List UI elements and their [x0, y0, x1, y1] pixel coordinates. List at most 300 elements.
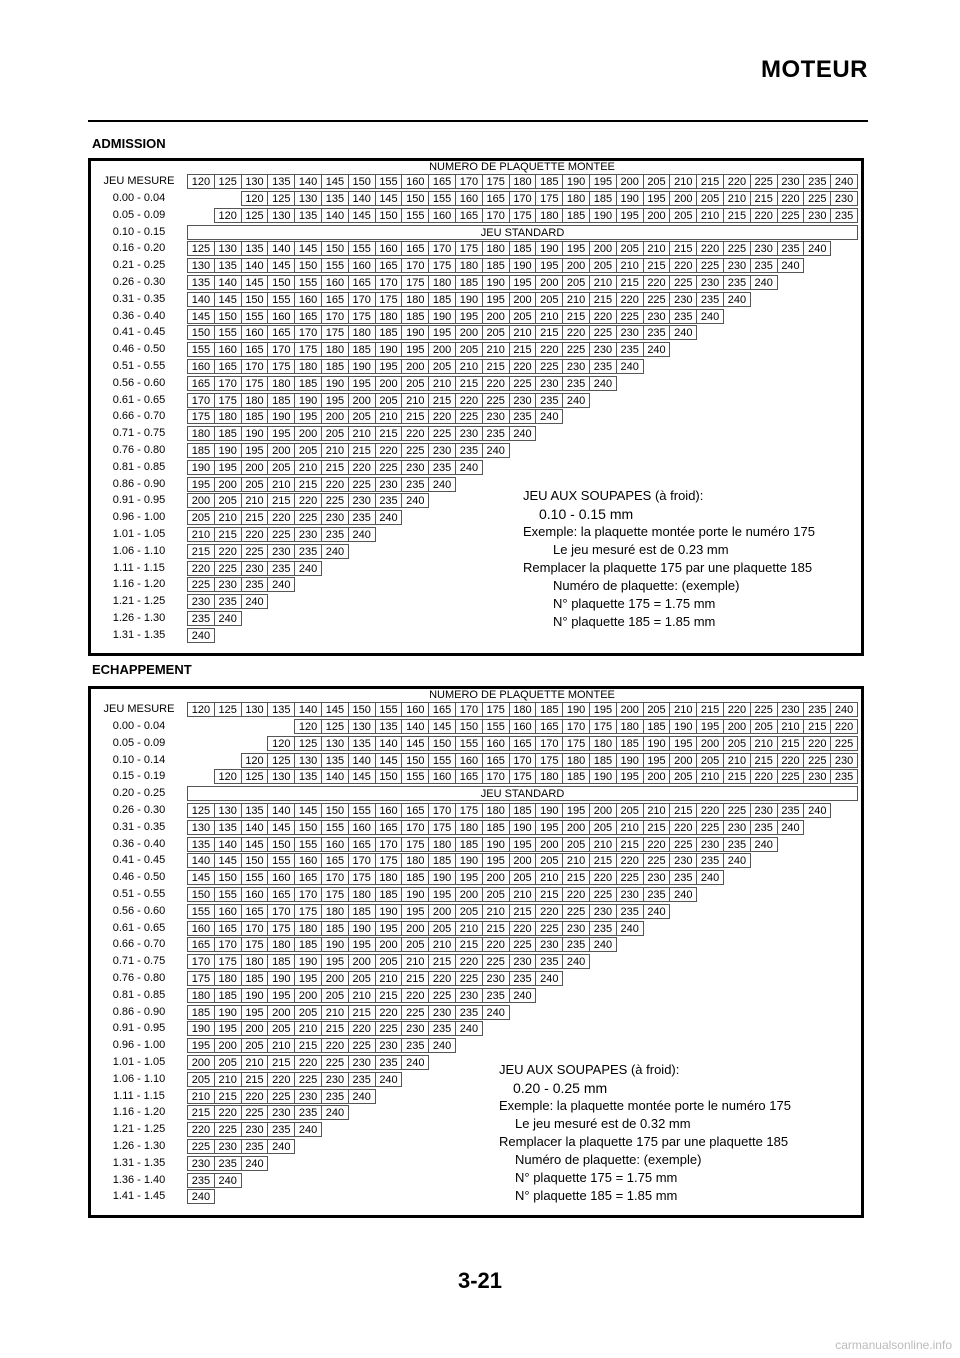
shim-value-cell: 220	[643, 837, 671, 852]
column-header: 145	[321, 702, 349, 717]
shim-value-cell: 225	[187, 1139, 215, 1154]
column-header: 190	[562, 702, 590, 717]
shim-value-cell: 180	[428, 275, 456, 290]
shim-value-cell: 235	[241, 577, 269, 592]
shim-value-cell: 215	[562, 309, 590, 324]
shim-value-cell: 195	[214, 1021, 242, 1036]
shim-value-cell: 235	[428, 460, 456, 475]
shim-value-cell: 240	[267, 1139, 295, 1154]
shim-value-cell: 200	[696, 736, 724, 751]
shim-value-cell: 185	[348, 904, 376, 919]
shim-value-cell: 210	[401, 954, 429, 969]
shim-value-cell: 180	[401, 292, 429, 307]
row-label: 0.86 - 0.90	[112, 477, 166, 490]
column-header: 160	[401, 174, 429, 189]
shim-value-cell: 240	[241, 594, 269, 609]
shim-value-cell: 215	[214, 1089, 242, 1104]
shim-value-cell: 175	[535, 753, 563, 768]
shim-value-cell: 215	[669, 803, 697, 818]
shim-value-cell: 165	[482, 191, 510, 206]
shim-value-cell: 210	[562, 853, 590, 868]
shim-value-cell: 135	[321, 753, 349, 768]
shim-value-cell: 200	[723, 719, 751, 734]
shim-value-cell: 225	[428, 988, 456, 1003]
shim-value-cell: 155	[455, 736, 483, 751]
shim-value-cell: 150	[241, 853, 269, 868]
column-header: 135	[267, 702, 295, 717]
shim-value-cell: 225	[267, 1089, 295, 1104]
shim-value-cell: 165	[187, 376, 215, 391]
shim-value-cell: 185	[562, 769, 590, 784]
shim-value-cell: 230	[455, 988, 483, 1003]
shim-value-cell: 215	[187, 544, 215, 559]
shim-value-cell: 240	[348, 1089, 376, 1104]
shim-value-cell: 195	[428, 887, 456, 902]
shim-value-cell: 195	[696, 719, 724, 734]
shim-value-cell: 185	[455, 837, 483, 852]
shim-value-cell: 150	[455, 719, 483, 734]
shim-value-cell: 175	[375, 853, 403, 868]
row-label: 0.21 - 0.25	[112, 259, 166, 272]
shim-value-cell: 210	[241, 1055, 269, 1070]
row-label: 0.10 - 0.15	[112, 225, 166, 238]
shim-value-cell: 185	[294, 937, 322, 952]
shim-value-cell: 205	[214, 493, 242, 508]
shim-value-cell: 180	[375, 309, 403, 324]
shim-value-cell: 235	[375, 493, 403, 508]
shim-value-cell: 200	[214, 477, 242, 492]
shim-value-cell: 170	[428, 241, 456, 256]
shim-value-cell: 150	[214, 309, 242, 324]
shim-value-cell: 185	[509, 803, 537, 818]
shim-value-cell: 120	[267, 736, 295, 751]
shim-value-cell: 210	[214, 510, 242, 525]
row-label: 0.00 - 0.04	[112, 192, 166, 204]
shim-value-cell: 165	[455, 208, 483, 223]
shim-value-cell: 230	[562, 921, 590, 936]
column-header: 210	[669, 174, 697, 189]
shim-value-cell: 135	[321, 191, 349, 206]
shim-value-cell: 230	[455, 426, 483, 441]
shim-value-cell: 200	[562, 258, 590, 273]
shim-value-cell: 145	[375, 191, 403, 206]
shim-value-cell: 230	[267, 544, 295, 559]
shim-value-cell: 225	[267, 527, 295, 542]
standard-clearance-cell: JEU STANDARD	[187, 225, 858, 240]
shim-value-cell: 215	[589, 853, 617, 868]
shim-value-cell: 210	[589, 275, 617, 290]
shim-value-cell: 145	[401, 736, 429, 751]
row-label: 0.96 - 1.00	[112, 1039, 166, 1052]
shim-value-cell: 160	[267, 870, 295, 885]
column-header: 125	[214, 174, 242, 189]
shim-value-cell: 180	[401, 853, 429, 868]
shim-value-cell: 175	[428, 820, 456, 835]
shim-value-cell: 195	[401, 342, 429, 357]
shim-value-cell: 160	[455, 753, 483, 768]
row-label: 0.81 - 0.85	[112, 460, 166, 473]
shim-value-cell: 205	[455, 342, 483, 357]
shim-value-cell: 220	[482, 376, 510, 391]
shim-value-cell: 190	[455, 853, 483, 868]
shim-value-cell: 145	[267, 820, 295, 835]
shim-value-cell: 190	[321, 937, 349, 952]
shim-value-cell: 240	[214, 1173, 242, 1188]
shim-value-cell: 145	[187, 870, 215, 885]
shim-value-cell: 185	[375, 325, 403, 340]
shim-value-cell: 225	[803, 191, 831, 206]
shim-value-cell: 165	[509, 736, 537, 751]
shim-value-cell: 235	[777, 803, 805, 818]
shim-value-cell: 190	[348, 921, 376, 936]
shim-value-cell: 235	[696, 292, 724, 307]
shim-value-cell: 155	[241, 309, 269, 324]
shim-value-cell: 200	[375, 376, 403, 391]
shim-value-cell: 220	[535, 342, 563, 357]
shim-value-cell: 240	[723, 292, 751, 307]
column-header: 165	[428, 174, 456, 189]
shim-value-cell: 240	[375, 1072, 403, 1087]
row-label: 0.31 - 0.35	[112, 820, 166, 833]
shim-value-cell: 140	[187, 853, 215, 868]
shim-value-cell: 190	[455, 292, 483, 307]
shim-value-cell: 225	[696, 258, 724, 273]
column-header: 180	[509, 174, 537, 189]
shim-value-cell: 140	[375, 736, 403, 751]
shim-value-cell: 160	[294, 853, 322, 868]
shim-value-cell: 175	[187, 971, 215, 986]
shim-value-cell: 170	[187, 393, 215, 408]
shim-value-cell: 230	[830, 753, 858, 768]
shim-value-cell: 185	[214, 426, 242, 441]
shim-value-cell: 200	[187, 493, 215, 508]
shim-value-cell: 240	[375, 510, 403, 525]
column-header: 215	[696, 174, 724, 189]
shim-value-cell: 215	[294, 477, 322, 492]
column-header: 185	[535, 174, 563, 189]
shim-value-cell: 130	[348, 719, 376, 734]
shim-value-cell: 225	[830, 736, 858, 751]
shim-value-cell: 235	[696, 853, 724, 868]
shim-value-cell: 225	[643, 292, 671, 307]
shim-value-cell: 120	[241, 753, 269, 768]
shim-value-cell: 140	[267, 241, 295, 256]
shim-value-cell: 160	[321, 275, 349, 290]
row-label: 0.71 - 0.75	[112, 955, 166, 968]
shim-value-cell: 240	[187, 628, 215, 643]
shim-value-cell: 230	[401, 460, 429, 475]
shim-value-cell: 140	[241, 820, 269, 835]
shim-value-cell: 235	[455, 1005, 483, 1020]
shim-value-cell: 195	[267, 426, 295, 441]
shim-value-cell: 205	[187, 510, 215, 525]
shim-value-cell: 190	[321, 376, 349, 391]
shim-value-cell: 205	[348, 971, 376, 986]
shim-value-cell: 165	[401, 803, 429, 818]
row-label: 0.76 - 0.80	[112, 444, 166, 456]
shim-value-cell: 220	[616, 292, 644, 307]
shim-value-cell: 230	[589, 342, 617, 357]
shim-value-cell: 200	[267, 1005, 295, 1020]
shim-value-cell: 135	[294, 208, 322, 223]
shim-value-cell: 180	[267, 376, 295, 391]
shim-value-cell: 235	[214, 594, 242, 609]
shim-value-cell: 170	[482, 769, 510, 784]
shim-value-cell: 160	[241, 325, 269, 340]
shim-value-cell: 205	[267, 460, 295, 475]
column-header: 175	[482, 174, 510, 189]
shim-value-cell: 165	[401, 241, 429, 256]
shim-value-cell: 185	[401, 309, 429, 324]
legend-replace: Remplacer la plaquette 175 par une plaquette 185	[499, 1134, 789, 1149]
shim-value-cell: 235	[562, 376, 590, 391]
shim-value-cell: 225	[509, 376, 537, 391]
shim-value-cell: 185	[375, 887, 403, 902]
shim-value-cell: 160	[214, 342, 242, 357]
shim-value-cell: 230	[214, 577, 242, 592]
row-label: 0.46 - 0.50	[112, 871, 166, 884]
shim-value-cell: 240	[750, 837, 778, 852]
shim-value-cell: 200	[509, 292, 537, 307]
shim-value-cell: 160	[241, 887, 269, 902]
shim-value-cell: 235	[214, 1156, 242, 1171]
shim-value-cell: 195	[535, 820, 563, 835]
shim-value-cell: 170	[267, 342, 295, 357]
shim-value-cell: 220	[348, 1021, 376, 1036]
shim-value-cell: 190	[669, 719, 697, 734]
shim-value-cell: 235	[509, 971, 537, 986]
shim-value-cell: 175	[321, 887, 349, 902]
shim-value-cell: 235	[830, 208, 858, 223]
shim-value-cell: 220	[509, 921, 537, 936]
shim-value-cell: 190	[401, 325, 429, 340]
shim-value-cell: 175	[509, 208, 537, 223]
shim-value-cell: 225	[562, 342, 590, 357]
shim-value-cell: 215	[375, 426, 403, 441]
row-label: 0.51 - 0.55	[112, 888, 166, 900]
shim-value-cell: 200	[428, 904, 456, 919]
shim-value-cell: 235	[428, 1021, 456, 1036]
shim-value-cell: 185	[589, 753, 617, 768]
shim-value-cell: 175	[348, 870, 376, 885]
column-header: 155	[375, 174, 403, 189]
shim-value-cell: 170	[401, 820, 429, 835]
column-header: 180	[509, 702, 537, 717]
row-label: 1.11 - 1.15	[113, 1089, 165, 1102]
column-header: 170	[455, 174, 483, 189]
shim-value-cell: 180	[455, 258, 483, 273]
shim-value-cell: 200	[214, 1038, 242, 1053]
row-label: 0.36 - 0.40	[112, 837, 166, 850]
shim-value-cell: 185	[643, 719, 671, 734]
shim-value-cell: 165	[482, 753, 510, 768]
shim-value-cell: 160	[428, 769, 456, 784]
shim-value-cell: 150	[187, 325, 215, 340]
column-header: 195	[589, 702, 617, 717]
shim-value-cell: 145	[241, 837, 269, 852]
shim-value-cell: 215	[509, 904, 537, 919]
shim-value-cell: 195	[509, 275, 537, 290]
shim-value-cell: 235	[643, 887, 671, 902]
shim-value-cell: 240	[187, 1189, 215, 1204]
shim-value-cell: 225	[669, 837, 697, 852]
shim-value-cell: 235	[375, 1055, 403, 1070]
shim-value-cell: 210	[482, 342, 510, 357]
row-label: 0.26 - 0.30	[112, 804, 166, 816]
shim-value-cell: 210	[696, 769, 724, 784]
legend-shim-185: N° plaquette 185 = 1.85 mm	[515, 1188, 678, 1203]
shim-value-cell: 175	[348, 309, 376, 324]
shim-value-cell: 170	[535, 736, 563, 751]
admission-legend	[523, 487, 815, 631]
shim-value-cell: 185	[321, 921, 349, 936]
row-label: 0.41 - 0.45	[112, 326, 166, 339]
shim-value-cell: 200	[321, 971, 349, 986]
shim-value-cell: 175	[375, 292, 403, 307]
shim-value-cell: 240	[401, 1055, 429, 1070]
shim-value-cell: 130	[187, 258, 215, 273]
shim-value-cell: 200	[535, 275, 563, 290]
shim-value-cell: 195	[401, 904, 429, 919]
column-header: 130	[241, 174, 269, 189]
shim-value-cell: 205	[214, 1055, 242, 1070]
shim-value-cell: 150	[375, 769, 403, 784]
shim-value-cell: 195	[321, 393, 349, 408]
shim-value-cell: 215	[401, 409, 429, 424]
legend-standard-value: 0.20 - 0.25 mm	[513, 1080, 608, 1096]
shim-value-cell: 190	[348, 359, 376, 374]
shim-value-cell: 205	[750, 719, 778, 734]
row-label: 1.06 - 1.10	[112, 1072, 166, 1085]
column-header: 130	[241, 702, 269, 717]
shim-value-cell: 205	[696, 191, 724, 206]
shim-value-cell: 230	[616, 325, 644, 340]
shim-value-cell: 220	[455, 954, 483, 969]
row-label: 1.31 - 1.35	[112, 628, 166, 641]
shim-value-cell: 215	[375, 988, 403, 1003]
shim-value-cell: 210	[643, 241, 671, 256]
column-header: 235	[803, 702, 831, 717]
shim-value-cell: 215	[535, 887, 563, 902]
shim-value-cell: 135	[214, 820, 242, 835]
shim-value-cell: 205	[187, 1072, 215, 1087]
shim-value-cell: 180	[428, 837, 456, 852]
shim-value-cell: 220	[321, 1038, 349, 1053]
shim-value-cell: 130	[294, 191, 322, 206]
shim-value-cell: 230	[348, 493, 376, 508]
shim-value-cell: 175	[241, 376, 269, 391]
shim-value-cell: 215	[428, 954, 456, 969]
shim-value-cell: 235	[294, 1105, 322, 1120]
shim-value-cell: 215	[482, 921, 510, 936]
shim-value-cell: 235	[589, 359, 617, 374]
shim-value-cell: 185	[241, 971, 269, 986]
shim-value-cell: 135	[187, 837, 215, 852]
shim-value-cell: 205	[616, 241, 644, 256]
shim-value-cell: 165	[294, 870, 322, 885]
shim-value-cell: 160	[187, 359, 215, 374]
shim-value-cell: 175	[589, 719, 617, 734]
shim-value-cell: 220	[616, 853, 644, 868]
shim-value-cell: 225	[214, 1122, 242, 1137]
legend-title: JEU AUX SOUPAPES (à froid):	[499, 1062, 680, 1077]
header-caption: NUMERO DE PLAQUETTE MONTEE	[429, 689, 615, 701]
column-header: 175	[482, 702, 510, 717]
shim-value-cell: 160	[348, 820, 376, 835]
shim-value-cell: 240	[777, 820, 805, 835]
shim-value-cell: 235	[777, 241, 805, 256]
shim-value-cell: 215	[482, 359, 510, 374]
shim-value-cell: 205	[616, 803, 644, 818]
shim-value-cell: 160	[267, 309, 295, 324]
shim-value-cell: 195	[562, 241, 590, 256]
shim-value-cell: 180	[267, 937, 295, 952]
shim-value-cell: 200	[267, 443, 295, 458]
shim-value-cell: 195	[348, 376, 376, 391]
shim-value-cell: 155	[267, 853, 295, 868]
shim-value-cell: 215	[616, 837, 644, 852]
row-label: 0.20 - 0.25	[112, 787, 166, 800]
section-title-echappement: ECHAPPEMENT	[92, 662, 192, 677]
shim-value-cell: 125	[267, 191, 295, 206]
shim-value-cell: 195	[535, 258, 563, 273]
shim-value-cell: 235	[187, 611, 215, 626]
shim-value-cell: 240	[428, 1038, 456, 1053]
row-label: 0.61 - 0.65	[112, 393, 166, 406]
shim-value-cell: 230	[562, 359, 590, 374]
row-label: 0.66 - 0.70	[112, 938, 166, 951]
shim-value-cell: 215	[348, 1005, 376, 1020]
shim-value-cell: 210	[723, 191, 751, 206]
shim-value-cell: 145	[187, 309, 215, 324]
shim-value-cell: 210	[348, 988, 376, 1003]
shim-value-cell: 195	[455, 870, 483, 885]
shim-value-cell: 185	[187, 443, 215, 458]
shim-value-cell: 200	[294, 426, 322, 441]
shim-value-cell: 230	[267, 1105, 295, 1120]
shim-value-cell: 175	[241, 937, 269, 952]
shim-value-cell: 235	[482, 426, 510, 441]
row-label: 1.36 - 1.40	[112, 1173, 166, 1186]
shim-value-cell: 200	[455, 325, 483, 340]
shim-value-cell: 240	[589, 376, 617, 391]
shim-value-cell: 130	[267, 208, 295, 223]
row-label: 1.41 - 1.45	[112, 1190, 166, 1203]
shim-value-cell: 190	[535, 241, 563, 256]
column-header: 230	[777, 174, 805, 189]
shim-value-cell: 180	[321, 342, 349, 357]
shim-value-cell: 195	[455, 309, 483, 324]
shim-value-cell: 175	[455, 241, 483, 256]
shim-value-cell: 185	[294, 376, 322, 391]
shim-value-cell: 225	[669, 275, 697, 290]
shim-value-cell: 210	[509, 325, 537, 340]
shim-value-cell: 205	[428, 359, 456, 374]
shim-value-cell: 145	[267, 258, 295, 273]
shim-value-cell: 165	[455, 769, 483, 784]
shim-value-cell: 170	[401, 258, 429, 273]
shim-value-cell: 155	[267, 292, 295, 307]
shim-value-cell: 220	[803, 736, 831, 751]
shim-value-cell: 150	[321, 241, 349, 256]
shim-value-cell: 205	[562, 275, 590, 290]
shim-value-cell: 220	[830, 719, 858, 734]
shim-value-cell: 230	[187, 594, 215, 609]
shim-value-cell: 170	[375, 275, 403, 290]
shim-value-cell: 160	[375, 803, 403, 818]
shim-value-cell: 200	[375, 937, 403, 952]
section-title-admission: ADMISSION	[92, 136, 166, 151]
